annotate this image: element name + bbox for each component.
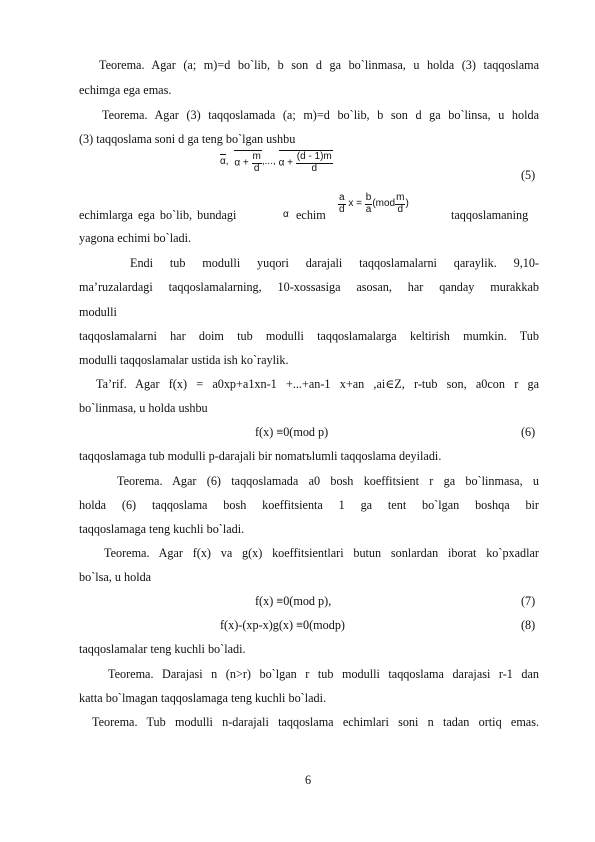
theorem-4-line-3: taqqoslamalar teng kuchli bo`ladi. — [79, 642, 246, 656]
paragraph-endi-line-3: modulli — [79, 305, 117, 319]
formula-7: f(x) ≡0(mod p), — [255, 594, 332, 608]
inline-alpha-symbol: α — [283, 209, 289, 220]
formula-5-term-2 — [234, 150, 262, 174]
definition-line-3: taqqoslamaga tub modulli p-darajali bir nomatъlumli taqqoslama deyiladi. — [79, 449, 442, 463]
formula-5-term-last-plus: + — [287, 157, 293, 169]
formula-echim — [338, 193, 409, 215]
formula-5-term-last — [279, 150, 333, 174]
formula-5-dots: ,..., — [261, 156, 276, 167]
theorem-4-line-2: bo`lsa, u holda — [79, 570, 152, 584]
formula-5-denominator-last: d — [311, 162, 318, 174]
formula-5-numerator-m: m — [252, 151, 261, 162]
echim-line-part-3: taqqoslamaning — [451, 208, 529, 222]
formula-6-number: (6) — [521, 425, 536, 439]
echim-line-part-1: echimlarga ega bo`lib, bundagi — [79, 208, 237, 222]
formula-5-alpha: α — [220, 156, 226, 167]
page-number: 6 — [305, 773, 312, 787]
paragraph-endi-line-2: ma’ruzalardagi taqqoslamalarning, 10-xossasiga asosan, har qanday murakkab — [79, 280, 539, 294]
formula-echim-numerator-a: a — [339, 192, 345, 203]
formula-8: f(x)-(xp-x)g(x) ≡0(modp) — [220, 618, 345, 632]
formula-5-comma: , — [225, 156, 229, 167]
formula-6: f(x) ≡0(mod p) — [255, 425, 329, 439]
theorem-3-line-3: taqqoslamaga teng kuchli bo`ladi. — [79, 522, 245, 536]
formula-5-fraction-m-d — [252, 152, 262, 174]
formula-echim-x-equals: x = — [348, 198, 362, 209]
definition-line-2: bo`linmasa, u holda ushbu — [79, 401, 208, 415]
formula-8-number: (8) — [521, 618, 536, 632]
formula-echim-mod: (mod — [372, 198, 396, 209]
definition-line-1: Ta’rif. Agar f(x) = a0xp+a1xn-1 +...+an-1 x+an ,ai∈Z, r-tub son, a0con r ga — [96, 377, 539, 391]
formula-5-number: (5) — [521, 168, 536, 182]
theorem-1-line-1: Teorema. Agar (a; m)=d bo`lib, b son d ga bo`linmasa, u holda (3) taqqoslama — [99, 58, 539, 72]
theorem-2-line-1: Teorema. Agar (3) taqqoslamada (a; m)=d bo`lib, b son d ga bo`linsa, u holda — [102, 108, 539, 122]
theorem-6-line-1: Teorema. Tub modulli n-darajali taqqoslama echimlari soni n tadan ortiq emas. — [92, 715, 539, 729]
theorem-5-line-1: Teorema. Darajasi n (n>r) bo`lgan r tub modulli taqqoslama darajasi r-1 dan — [108, 667, 539, 681]
formula-echim-fraction-m-d — [395, 193, 405, 215]
formula-echim-fraction-a-d — [338, 193, 346, 215]
theorem-5-line-2: katta bo`lmagan taqqoslamaga teng kuchli bo`ladi. — [79, 691, 327, 705]
formula-5-term-2-plus: + — [242, 157, 249, 169]
formula-echim-close: ) — [405, 198, 409, 209]
theorem-1-line-2: echimga ega emas. — [79, 83, 172, 97]
formula-5-numerator-last: (d - 1)m — [296, 151, 332, 162]
theorem-2-line-2: (3) taqqoslama soni d ga teng bo`lgan ushbu — [79, 132, 296, 146]
formula-echim-numerator-b: b — [365, 192, 372, 203]
theorem-4-line-1: Teorema. Agar f(x) va g(x) koeffitsientlari butun sonlardan iborat ko`pxadlar — [104, 546, 539, 560]
paragraph-endi-line-5: modulli taqqoslamalar ustida ish ko`raylik. — [79, 353, 289, 367]
formula-5-fraction-last — [296, 152, 333, 174]
echim-line-part-2: echim — [296, 208, 326, 222]
formula-echim-numerator-m: m — [396, 192, 405, 203]
paragraph-endi-line-1: Endi tub modulli yuqori darajali taqqoslamalarni qaraylik. 9,10- — [130, 256, 539, 270]
formula-7-number: (7) — [521, 594, 536, 608]
formula-echim-denominator-d2: d — [397, 203, 404, 215]
theorem-3-line-1: Teorema. Agar (6) taqqoslamada a0 bosh koeffitsient r ga bo`linmasa, u — [117, 474, 539, 488]
paragraph-line-7: yagona echimi bo`ladi. — [79, 231, 192, 245]
theorem-3-line-2: holda (6) taqqoslama bosh koeffitsienta 1 ga tent bo`lgan boshqa bir — [79, 498, 539, 512]
formula-5-denominator-d: d — [253, 162, 260, 174]
paragraph-endi-line-4: taqqoslamalarni har doim tub modulli taqqoslamalarga keltirish mumkin. Tub — [79, 329, 539, 343]
formula-echim-denominator-a: a — [365, 203, 372, 215]
formula-5 — [220, 150, 333, 174]
formula-echim-denominator-d: d — [339, 203, 345, 215]
formula-5-term-2-alpha: α — [234, 157, 241, 169]
formula-5-term-last-alpha: α — [278, 157, 285, 169]
